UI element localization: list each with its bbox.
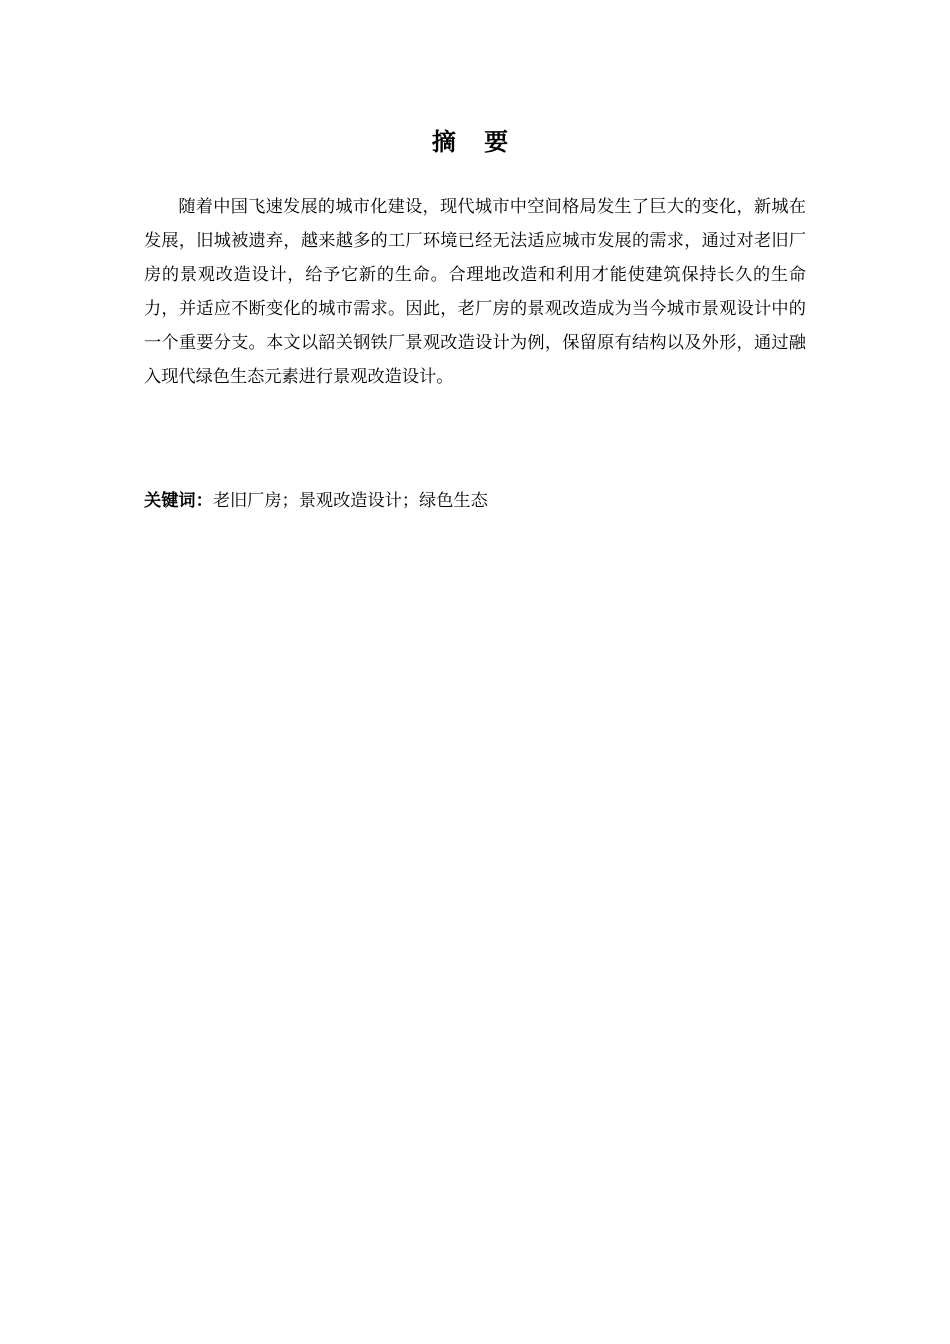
- page-title: 摘 要: [431, 128, 519, 156]
- keywords-value: 老旧厂房；景观改造设计；绿色生态: [212, 491, 488, 511]
- abstract-paragraph: 随着中国飞速发展的城市化建设，现代城市中空间格局发生了巨大的变化，新城在发展，旧城被遗弃，越来越多的工厂环境已经无法适应城市发展的需求，通过对老旧厂房的景观改造设计，给予它新的生命。合理地改造和利用才能使建筑保持长久的生命力，并适应不断变化的城市需求。因此，老厂房的景观改造成为当今城市景观设计中的一个重要分支。本文以韶关钢铁厂景观改造设计为例，保留原有结构以及外形，通过融入现代绿色生态元素进行景观改造设计。: [144, 197, 806, 387]
- keywords-line: [144, 484, 806, 518]
- keywords-label: 关键词：: [144, 491, 213, 511]
